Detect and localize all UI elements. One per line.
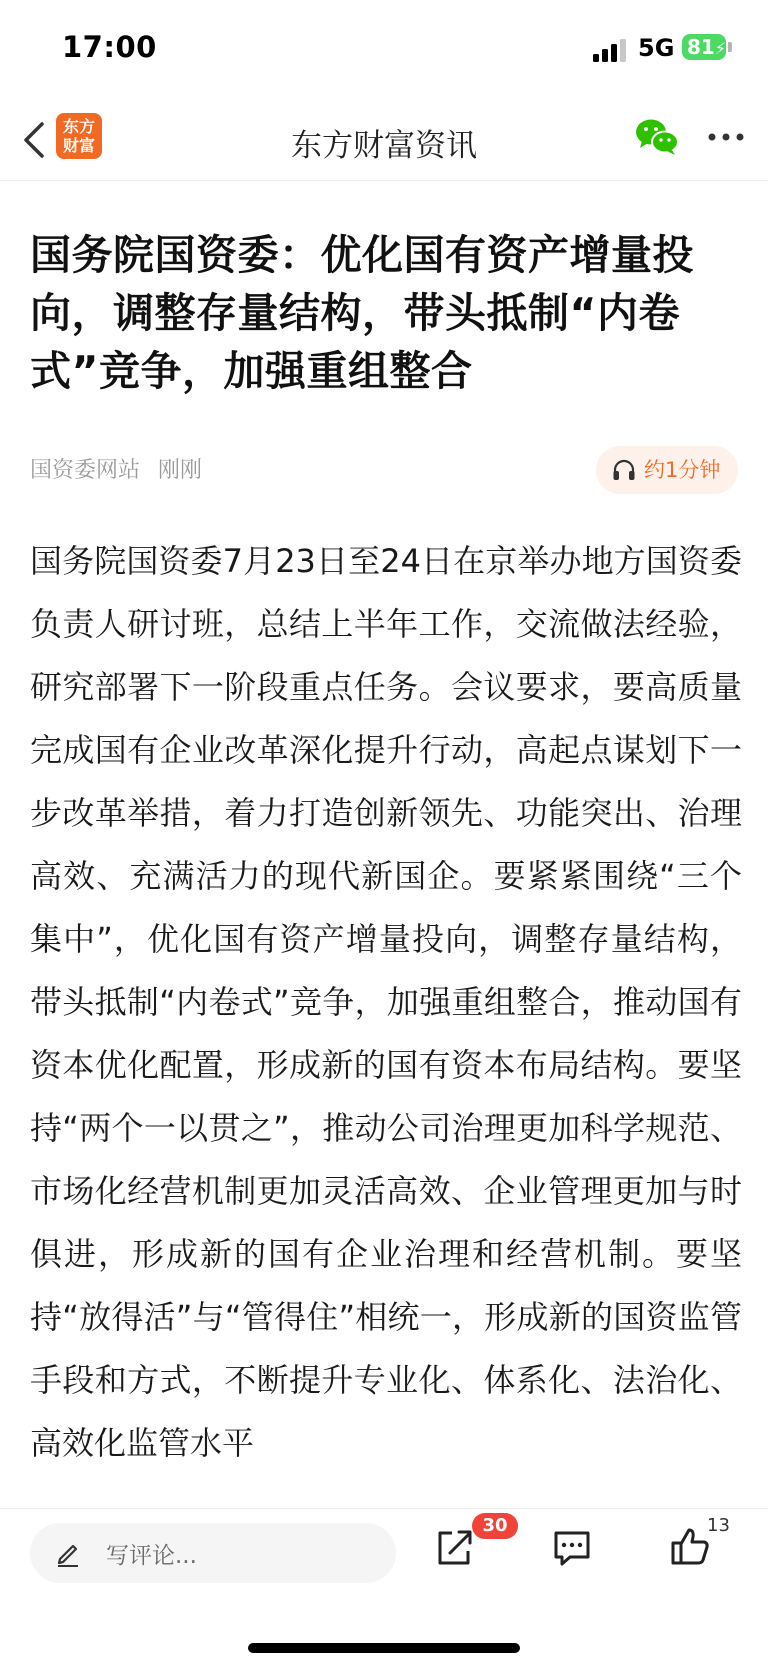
nav-title: 东方财富资讯 — [291, 128, 477, 164]
app-logo — [56, 113, 102, 159]
comment-input[interactable] — [30, 1523, 396, 1583]
network-type: 5G — [638, 34, 675, 62]
nav-bar — [0, 100, 768, 181]
headphone-icon — [612, 459, 636, 481]
comment-icon — [550, 1525, 594, 1569]
article-title: 国务院国资委：优化国有资产增量投向，调整存量结构，带头抵制“内卷式”竞争，加强重组整合 — [30, 231, 694, 395]
signal-icon — [593, 38, 627, 62]
pencil-icon — [54, 1539, 82, 1567]
logo-text-line1: 东方 — [62, 117, 95, 136]
share-icon — [432, 1525, 476, 1569]
wechat-share-button[interactable] — [634, 117, 680, 157]
back-button[interactable] — [14, 118, 54, 162]
like-count: 13 — [707, 1515, 730, 1536]
share-button[interactable] — [432, 1525, 476, 1569]
wechat-icon — [634, 117, 680, 157]
chevron-left-icon — [14, 118, 54, 162]
article-time: 刚刚 — [158, 458, 203, 483]
status-time: 17:00 — [62, 30, 157, 64]
thumbs-up-icon — [668, 1525, 712, 1569]
bottom-action-bar — [0, 1508, 768, 1664]
listen-duration: 约1分钟 — [644, 458, 721, 482]
like-button[interactable] — [668, 1525, 712, 1569]
comments-button[interactable] — [550, 1525, 594, 1569]
article-meta — [30, 453, 202, 484]
listen-audio-button[interactable] — [596, 446, 738, 494]
more-icon — [706, 126, 746, 148]
logo-text-line2: 财富 — [62, 136, 95, 155]
article-source[interactable]: 国资委网站 — [30, 458, 141, 483]
battery-level: 81 — [687, 35, 715, 59]
article-body: 国务院国资委7月23日至24日在京举办地方国资委负责人研讨班，总结上半年工作，交流做法经验，研究部署下一阶段重点任务。会议要求，要高质量完成国有企业改革深化提升行动，高起点谋划下一步改革举措，着力打造创新领先、功能突出、治理高效、充满活力的现代新国企。要紧紧围绕“三个集中”，优化国有资产增量投向，调整存量结构，带头抵制“内卷式”竞争，加强重组整合，推动国有资本优化配置，形成新的国有资本布局结构。要坚持“两个一以贯之”，推动公司治理更加科学规范、市场化经营机制更加灵活高效、企业管理更加与时俱进，形成新的国有企业治理和经营机制。要坚持“放得活”与“管得住”相统一，形成新的国资监管手段和方式，不断提升专业化、体系化、法治化、高效化监管水平 — [30, 542, 742, 1462]
home-indicator[interactable] — [248, 1643, 520, 1653]
status-bar — [0, 0, 768, 100]
battery-cap — [728, 42, 732, 52]
battery-icon: 81⚡ — [682, 34, 726, 60]
comment-placeholder: 写评论... — [106, 1543, 197, 1569]
share-count-badge: 30 — [472, 1513, 518, 1539]
more-button[interactable] — [706, 126, 746, 148]
